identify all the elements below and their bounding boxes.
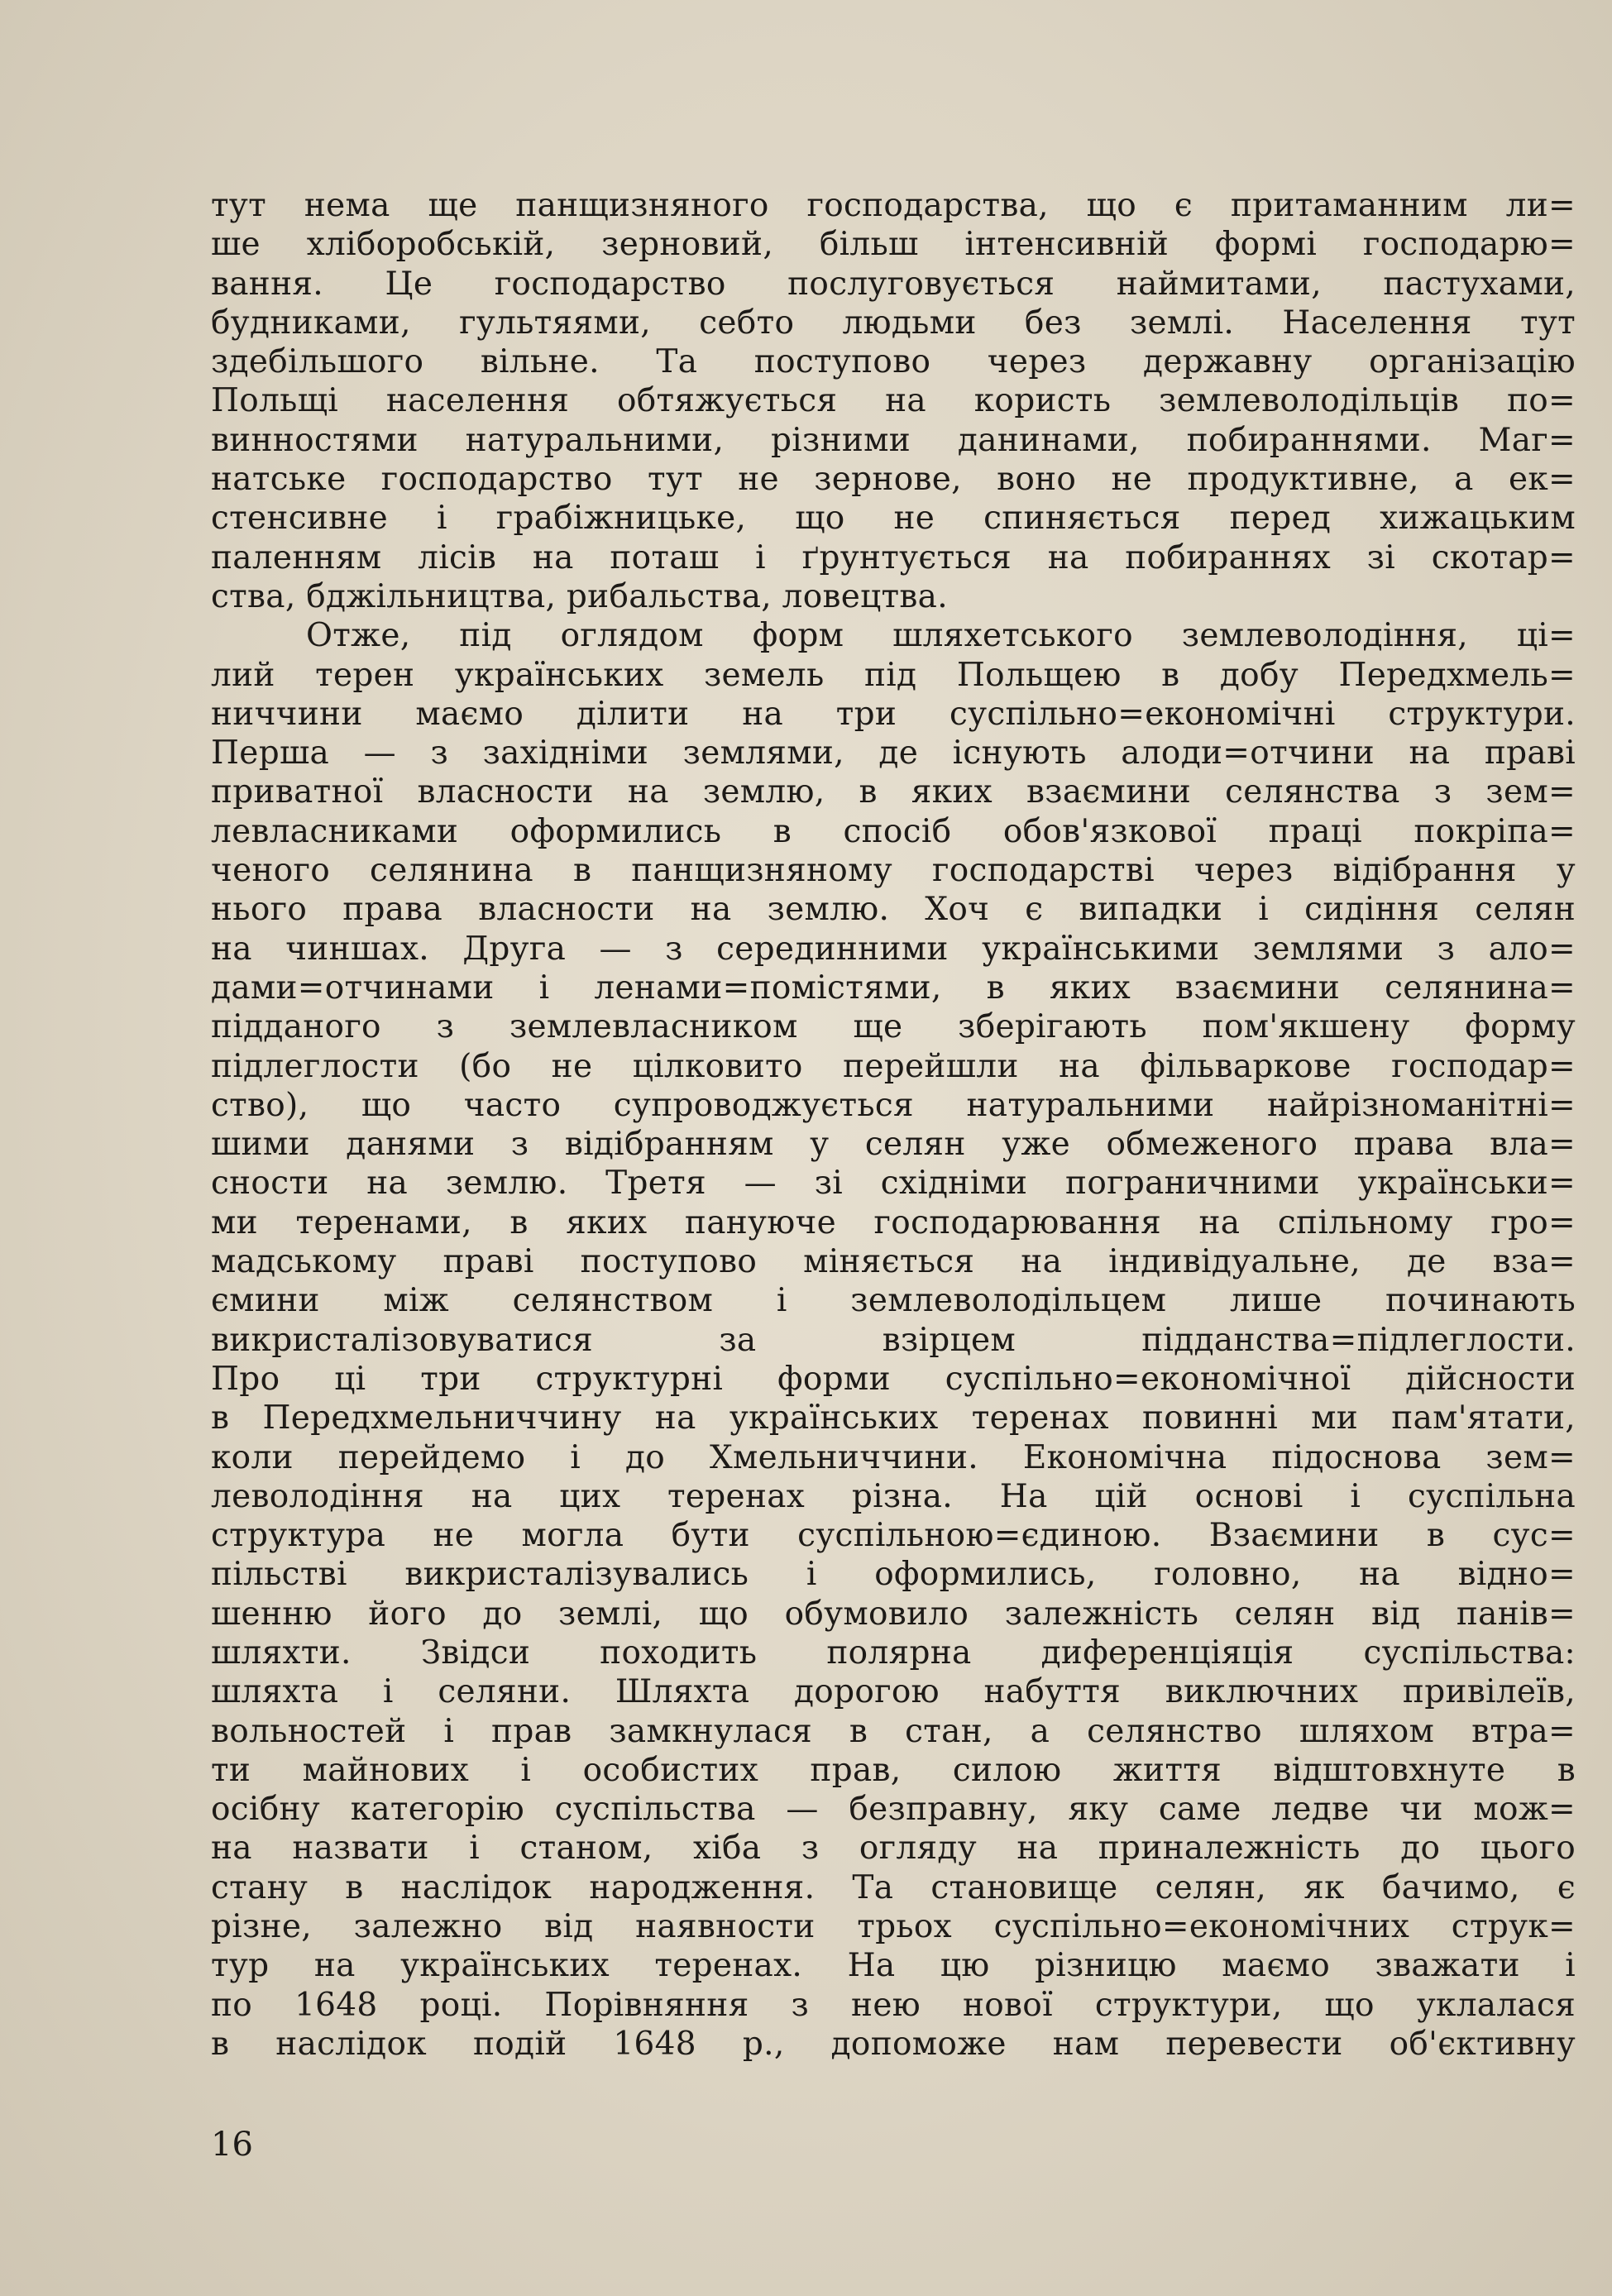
text-line: шляхта і селяни. Шляхта дорогою набуття виключних привілеїв,	[211, 1673, 1576, 1711]
page-number: 16	[211, 2126, 253, 2164]
text-line: осібну категорію суспільства — безправну, яку саме ледве чи мож=	[211, 1791, 1576, 1829]
text-line: підлеглости (бо не цілковито перейшли на фільваркове господар=	[211, 1047, 1576, 1085]
text-line: в наслідок подій 1648 р., допоможе нам перевести об'єктивну	[211, 2025, 1576, 2063]
text-line: будниками, гультяями, себто людьми без землі. Населення тут	[211, 304, 1576, 342]
text-line: Про ці три структурні форми суспільно=економічної дійсности	[211, 1360, 1576, 1398]
text-line: вольностей і прав замкнулася в стан, а селянство шляхом втра=	[211, 1712, 1576, 1750]
paragraph-2	[211, 616, 1576, 2064]
text-line: Перша — з західніми землями, де існують алоди=отчини на праві	[211, 734, 1576, 773]
text-line: ємини між селянством і землеволодільцем лише починають	[211, 1282, 1576, 1320]
text-line: шляхти. Звідси походить полярна диференціяція суспільства:	[211, 1634, 1576, 1672]
text-line: вання. Це господарство послуговується наймитами, пастухами,	[211, 265, 1576, 303]
text-line: сности на землю. Третя — зі східніми пограничними українськи=	[211, 1165, 1576, 1203]
text-line: структура не могла бути суспільною=єдиною. Взаємини в сус=	[211, 1517, 1576, 1555]
text-line: ство), що часто супроводжується натуральними найрізноманітні=	[211, 1086, 1576, 1124]
text-line: ниччини маємо ділити на три суспільно=економічні структури.	[211, 695, 1576, 733]
text-line: пільстві викристалізувались і оформились, головно, на відно=	[211, 1556, 1576, 1594]
text-line: лий терен українських земель під Польщею в добу Передхмель=	[211, 656, 1576, 694]
text-line: дами=отчинами і ленами=помістями, в яких взаємини селянина=	[211, 969, 1576, 1007]
text-line: ми теренами, в яких пануюче господарювання на спільному гро=	[211, 1203, 1576, 1241]
text-line: коли перейдемо і до Хмельниччини. Економічна підоснова зем=	[211, 1438, 1576, 1476]
text-line: на чиншах. Друга — з серединними українськими землями з ало=	[211, 930, 1576, 968]
text-line: ства, бджільництва, рибальства, ловецтва.	[211, 577, 948, 615]
text-line: мадському праві поступово міняється на індивідуальне, де вза=	[211, 1243, 1576, 1281]
text-line: стенсивне і грабіжницьке, що не спиняється перед хижацьким	[211, 500, 1576, 538]
text-line: шими данями з відібранням у селян уже обмеженого права вла=	[211, 1126, 1576, 1164]
text-line: ше хліборобській, зерновий, більш інтенсивній формі господарю=	[211, 226, 1576, 264]
paragraph-1	[211, 186, 1576, 616]
body-text	[211, 186, 1576, 2064]
text-line: підданого з землевласником ще зберігають пом'якшену форму	[211, 1008, 1576, 1046]
text-line: викристалізовуватися за взірцем підданства=підлеглости.	[211, 1321, 1576, 1359]
text-line: на назвати і станом, хіба з огляду на приналежність до цього	[211, 1830, 1576, 1868]
text-line: тур на українських теренах. На цю різницю маємо зважати і	[211, 1947, 1576, 1985]
text-line: шенню його до землі, що обумовило залежність селян від панів=	[211, 1595, 1576, 1633]
text-line: Польщі населення обтяжується на користь землеволодільців по=	[211, 382, 1576, 420]
text-line: в Передхмельниччину на українських теренах повинні ми пам'ятати,	[211, 1399, 1576, 1437]
text-line: приватної власности на землю, в яких взаємини селянства з зем=	[211, 773, 1576, 811]
text-line: Отже, під оглядом форм шляхетського землеволодіння, ці=	[306, 617, 1576, 655]
text-line: леволодіння на цих теренах різна. На цій основі і суспільна	[211, 1477, 1576, 1515]
text-line: по 1648 році. Порівняння з нею нової структури, що уклалася	[211, 1986, 1576, 2024]
text-line: різне, залежно від наявности трьох суспільно=економічних струк=	[211, 1908, 1576, 1946]
text-line: нього права власности на землю. Хоч є випадки і сидіння селян	[211, 891, 1576, 929]
text-line: винностями натуральними, різними данинами, побираннями. Маг=	[211, 421, 1576, 459]
text-line: паленням лісів на поташ і ґрунтується на побираннях зі скотар=	[211, 538, 1576, 576]
text-line: левласниками оформились в спосіб обов'язкової праці покріпа=	[211, 812, 1576, 850]
text-line: ти майнових і особистих прав, силою життя відштовхнуте в	[211, 1751, 1576, 1789]
text-line: тут нема ще панщизняного господарства, що є притаманним ли=	[211, 187, 1576, 224]
text-line: ченого селянина в панщизняному господарстві через відібрання у	[211, 852, 1576, 890]
text-line: стану в наслідок народження. Та становище селян, як бачимо, є	[211, 1868, 1576, 1906]
text-line: здебільшого вільне. Та поступово через державну організацію	[211, 343, 1576, 381]
text-line: натське господарство тут не зернове, воно не продуктивне, а ек=	[211, 461, 1576, 499]
